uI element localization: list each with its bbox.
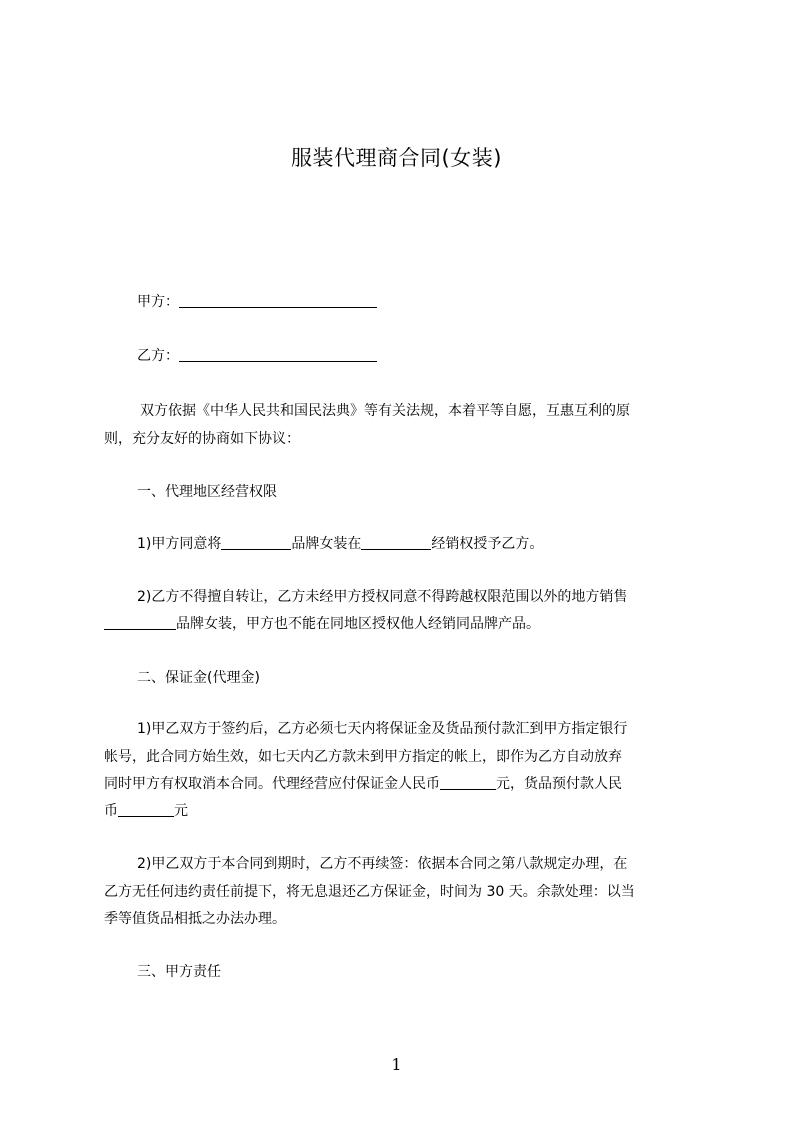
party-a-line bbox=[137, 291, 733, 311]
section-2-item-2-line-3: 季等值货品相抵之办法办理。 bbox=[104, 911, 286, 927]
section-1-item-1 bbox=[137, 533, 733, 553]
item-text: 元，货品预付款人民 bbox=[496, 776, 622, 792]
item-text: 币 bbox=[104, 803, 118, 819]
party-b-label: 乙方： bbox=[137, 348, 179, 364]
section-1-item-2-line-1: 2)乙方不得擅自转让，乙方未经甲方授权同意不得跨越权限范围以外的地方销售 bbox=[137, 589, 628, 605]
party-a-blank bbox=[179, 293, 377, 308]
item-text: 同时甲方有权取消本合同。代理经营应付保证金人民币 bbox=[104, 776, 440, 792]
item-text: 1)甲方同意将 bbox=[137, 536, 222, 552]
region-blank bbox=[361, 535, 431, 550]
section-3-heading: 三、甲方责任 bbox=[137, 964, 221, 980]
item-text: 品牌女装，甲方也不能在同地区授权他人经销同品牌产品。 bbox=[176, 616, 540, 632]
section-2-item-1-line-2: 帐号，此合同方始生效，如七天内乙方款未到甲方指定的帐上，即作为乙方自动放弃 bbox=[104, 749, 622, 765]
deposit-amount-blank bbox=[440, 775, 496, 790]
section-1-heading: 一、代理地区经营权限 bbox=[137, 484, 277, 500]
intro-line-1: 双方依据《中华人民共和国民法典》等有关法规，本着平等自愿，互惠互利的原 bbox=[140, 403, 630, 419]
section-2-item-2-line-1: 2)甲乙双方于本合同到期时，乙方不再续签：依据本合同之第八款规定办理，在 bbox=[137, 856, 628, 872]
intro-line-2: 则，充分友好的协商如下协议： bbox=[104, 431, 300, 447]
section-2-heading: 二、保证金(代理金) bbox=[137, 670, 260, 686]
party-a-label: 甲方： bbox=[137, 294, 179, 310]
prepayment-amount-blank bbox=[118, 802, 174, 817]
item-text: 元 bbox=[174, 803, 188, 819]
section-1-item-2-line-2 bbox=[104, 613, 700, 633]
section-2-item-1-line-4 bbox=[104, 800, 700, 820]
party-b-blank bbox=[179, 347, 377, 362]
section-2-item-1-line-3 bbox=[104, 773, 700, 793]
item-text: 经销权授予乙方。 bbox=[431, 536, 544, 552]
item-text: 品牌女装在 bbox=[291, 536, 362, 552]
document-title: 服装代理商合同(女装) bbox=[291, 146, 502, 170]
party-b-line bbox=[137, 345, 733, 365]
page-number: 1 bbox=[391, 1055, 402, 1074]
section-2-item-1-line-1: 1)甲乙双方于签约后，乙方必须七天内将保证金及货品预付款汇到甲方指定银行 bbox=[137, 721, 628, 737]
brand-blank bbox=[221, 535, 291, 550]
brand-blank bbox=[104, 615, 176, 630]
section-2-item-2-line-2: 乙方无任何违约责任前提下，将无息退还乙方保证金，时间为 30 天。余款处理：以当 bbox=[104, 884, 635, 900]
